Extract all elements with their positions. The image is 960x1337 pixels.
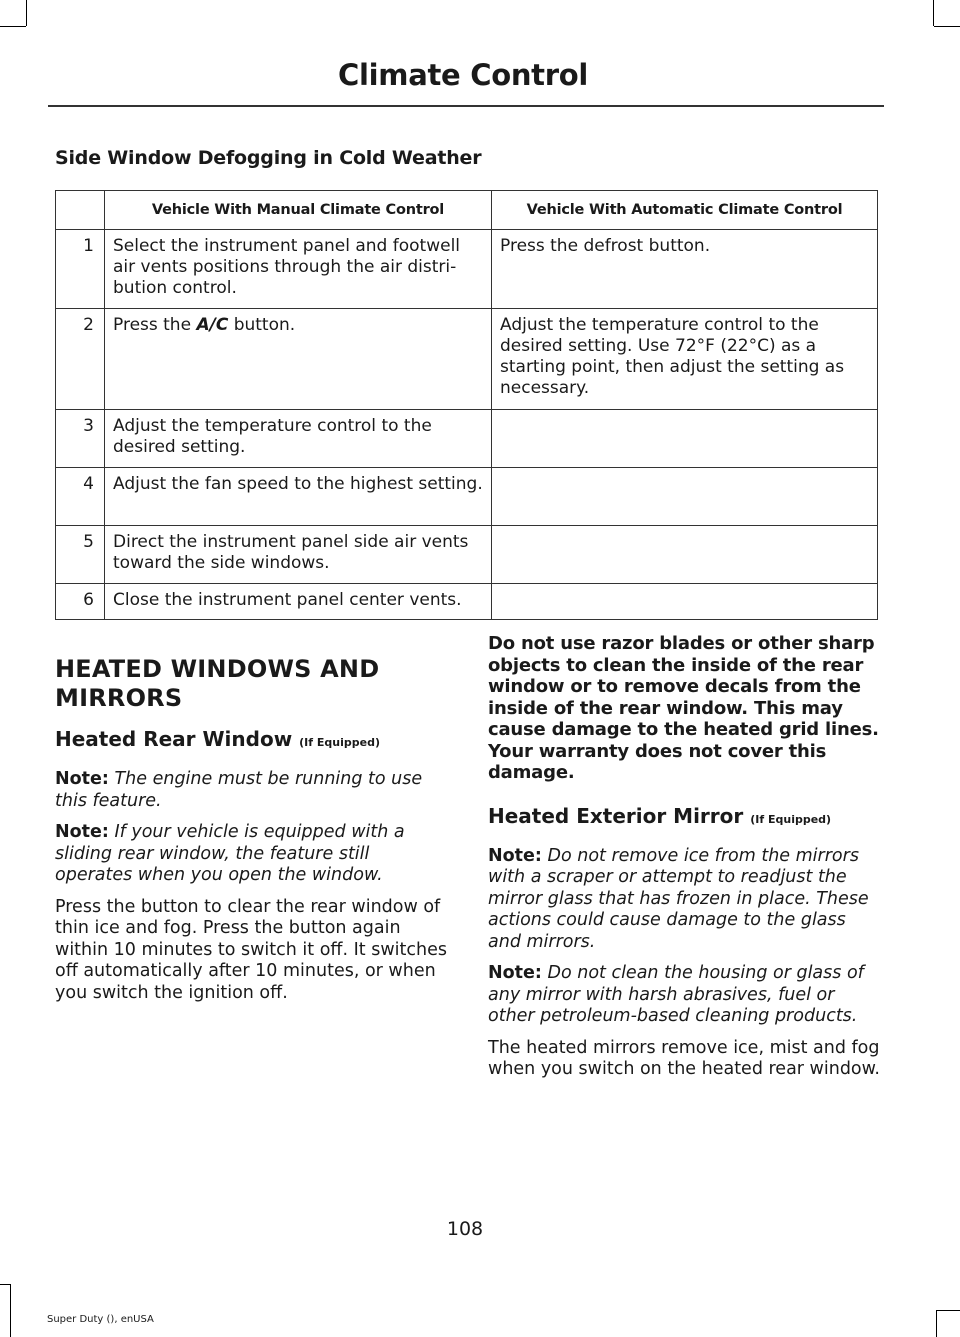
crop-mark	[937, 1310, 960, 1311]
subsection-heading	[488, 802, 883, 834]
note-text: The engine must be running to use this feature.	[55, 769, 423, 811]
heading-line: HEATED WINDOWS AND	[55, 655, 380, 683]
step-number: 1	[56, 230, 105, 309]
crop-mark	[933, 0, 934, 26]
subsection-heading	[55, 725, 450, 757]
manual-step: Adjust the temperature control to the desired setting.	[105, 410, 492, 468]
note-label: Note:	[55, 769, 109, 789]
note-text: If your vehicle is equipped with a sliding rear window, the feature still operates when you open the window.	[55, 822, 405, 885]
table-row	[56, 468, 878, 526]
body-paragraph: Press the button to clear the rear window of thin ice and fog. Press the button again within 10 minutes to switch it off. It switches off automatically after 10 minutes, or when you switch the ignition off.	[55, 896, 447, 1003]
column-header: Vehicle With Manual Climate Control	[105, 191, 492, 230]
warning-text: Do not use razor blades or other sharp objects to clean the inside of the rear window or to remove decals from the inside of the rear window. This may cause damage to the heated grid lines. Your warranty does not cover this damage.	[488, 633, 879, 783]
note-text: Do not clean the housing or glass of any mirror with harsh abrasives, fuel or other petroleum-based cleaning products.	[488, 963, 864, 1026]
table-row	[56, 526, 878, 584]
page-header-title: Climate Control	[338, 58, 588, 92]
equipped-tag: (If Equipped)	[750, 812, 832, 826]
crop-mark	[10, 1284, 11, 1337]
table-header-row	[56, 191, 878, 230]
ac-button-label: A/C	[196, 315, 229, 335]
automatic-step	[492, 584, 878, 620]
note-label: Note:	[55, 822, 109, 842]
automatic-step: Press the defrost button.	[492, 230, 878, 309]
note	[55, 769, 450, 812]
section-title: Side Window Defogging in Cold Weather	[55, 147, 482, 169]
note	[488, 963, 883, 1028]
mirror-title: Heated Exterior Mirror	[488, 803, 744, 828]
footer-doc-info: Super Duty (), enUSA	[47, 1314, 154, 1325]
manual-step: Select the instrument panel and footwell air vents positions through the air distri-bution control.	[105, 230, 492, 309]
manual-step: Adjust the fan speed to the highest setting.	[105, 468, 492, 526]
table-row	[56, 410, 878, 468]
automatic-step	[492, 526, 878, 584]
manual-step-suffix: button.	[228, 315, 296, 335]
column-header	[56, 191, 105, 230]
automatic-step	[492, 468, 878, 526]
equipped-tag: (If Equipped)	[299, 736, 380, 749]
section-heading	[55, 655, 450, 713]
crop-mark	[0, 26, 26, 27]
right-column	[488, 633, 883, 1081]
automatic-step	[492, 410, 878, 468]
step-number: 3	[56, 410, 105, 468]
rear-window-title: Heated Rear Window	[55, 727, 293, 751]
automatic-step: Adjust the temperature control to the desired setting. Use 72°F (22°C) as a starting point, then adjust the setting as necessary.	[492, 309, 878, 410]
manual-step: Direct the instrument panel side air vents toward the side windows.	[105, 526, 492, 584]
note-label: Note:	[488, 845, 542, 866]
crop-mark	[26, 0, 27, 26]
left-column	[55, 655, 450, 1004]
table-row	[56, 584, 878, 620]
note	[55, 822, 450, 887]
body-paragraph: The heated mirrors remove ice, mist and fog when you switch on the heated rear window.	[488, 1037, 880, 1079]
defog-table	[55, 190, 878, 620]
table-row	[56, 309, 878, 410]
page-number: 108	[446, 1218, 484, 1240]
crop-mark	[936, 1310, 937, 1337]
column-header: Vehicle With Automatic Climate Control	[492, 191, 878, 230]
step-number: 4	[56, 468, 105, 526]
step-number: 6	[56, 584, 105, 620]
note	[488, 846, 883, 954]
header-rule	[48, 105, 884, 107]
note-text: Do not remove ice from the mirrors with a scraper or attempt to readjust the mirror glass that has frozen in place. These actions could cause damage to the glass and mirrors.	[488, 845, 869, 952]
heading-line: MIRRORS	[55, 684, 183, 712]
manual-step-prefix: Press the	[113, 315, 197, 335]
manual-step: Close the instrument panel center vents.	[105, 584, 492, 620]
manual-step	[105, 309, 492, 410]
step-number: 5	[56, 526, 105, 584]
step-number: 2	[56, 309, 105, 410]
crop-mark	[0, 1284, 10, 1285]
crop-mark	[934, 26, 960, 27]
note-label: Note:	[488, 963, 542, 983]
table-row	[56, 230, 878, 309]
